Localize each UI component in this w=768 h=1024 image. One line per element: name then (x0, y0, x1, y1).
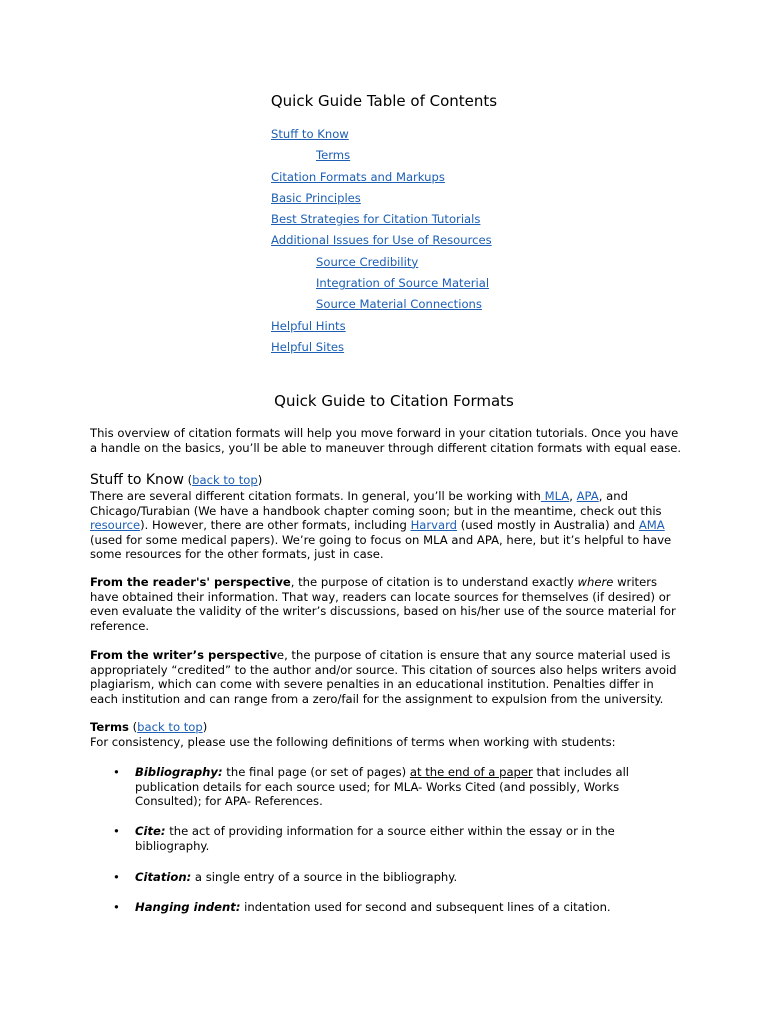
toc-item (271, 316, 492, 337)
writer-perspective-paragraph (90, 648, 685, 706)
toc-link-source-credibility[interactable]: Source Credibility (316, 254, 419, 269)
toc-item (271, 167, 492, 188)
term: Cite: (135, 824, 166, 838)
writer-text (90, 648, 685, 706)
toc-link-best-strategies[interactable]: Best Strategies for Citation Tutorials (271, 212, 481, 227)
stuff-paragraph (90, 489, 685, 562)
toc-link-additional-issues[interactable]: Additional Issues for Use of Resources (271, 233, 492, 248)
toc-link-integration[interactable]: Integration of Source Material (316, 276, 490, 291)
italic-word: where (577, 575, 614, 589)
back-to-top-link[interactable]: back to top (192, 473, 258, 487)
toc-item (271, 273, 492, 294)
paren-open: ( (183, 473, 193, 487)
text: , the purpose of citation is ensure that any source material used is appropriately “credited” to the author and/or source. This citation of sources also helps writers avoid plagiarism, which can come with severe penalties in an educational institution. Penalties differ in each institution and can range from a zero/fail for the assignment to expulsion from the university. (90, 648, 677, 706)
toc-title: Quick Guide Table of Contents (270, 92, 498, 110)
toc-link-helpful-hints[interactable]: Helpful Hints (271, 318, 346, 333)
list-item (113, 765, 645, 809)
stuff-to-know-section (90, 472, 685, 562)
bullet-icon: • (113, 824, 120, 838)
toc-link-connections[interactable]: Source Material Connections (316, 297, 482, 312)
bold-lead: From the reader's' perspective (90, 575, 291, 589)
toc-item (271, 252, 492, 273)
paren-close: ) (202, 720, 208, 734)
main-title: Quick Guide to Citation Formats (274, 392, 514, 410)
stuff-heading-line (90, 472, 685, 489)
underlined-text: at the end of a paper (409, 765, 533, 779)
terms-intro: For consistency, please use the following definitions of terms when working with students: (90, 734, 616, 749)
toc-item (271, 294, 492, 315)
toc-item (271, 337, 492, 358)
definition: a single entry of a source in the bibliography. (191, 870, 458, 884)
toc-item (271, 230, 492, 251)
mla-link[interactable]: MLA (540, 489, 570, 503)
terms-heading-line (90, 720, 685, 735)
toc-item (271, 188, 492, 209)
definition: the final page (or set of pages) (222, 765, 410, 779)
toc-link-helpful-sites[interactable]: Helpful Sites (271, 339, 345, 354)
term: Hanging indent: (135, 900, 241, 914)
toc-link-stuff-to-know[interactable]: Stuff to Know (271, 127, 349, 141)
intro-text: This overview of citation formats will help you move forward in your citation tutorials. Once you have a handle on the basics, you’ll be able to maneuver through different citation formats with equal ease. (90, 426, 682, 455)
list-item (113, 900, 645, 915)
toc-link-terms[interactable]: Terms (316, 148, 351, 163)
definition: indentation used for second and subsequent lines of a citation. (240, 900, 611, 914)
text: There are several different citation formats. In general, you’ll be working with (90, 489, 541, 503)
paren-open: ( (128, 720, 138, 734)
definition: that includes all publication details for each source used; for MLA- Works Cited (and possibly, Works Consulted); for APA- References. (135, 765, 630, 809)
harvard-link[interactable]: Harvard (410, 518, 458, 533)
text: (used for some medical papers). We’re going to focus on MLA and APA, here, but it’s helpful to have some resources for the other formats, just in case. (90, 532, 672, 562)
paren-close: ) (257, 473, 263, 487)
reader-perspective-paragraph (90, 575, 685, 633)
definition: the act of providing information for a source either within the essay or in the bibliography. (135, 824, 615, 853)
text: e (276, 648, 285, 662)
toc-item (271, 124, 492, 145)
toc-list (271, 124, 492, 358)
text: , and Chicago/Turabian (We have a handbook chapter coming soon; but in the meantime, check out this (90, 489, 662, 518)
apa-link[interactable]: APA (576, 489, 599, 503)
resource-link[interactable]: resource (90, 518, 141, 533)
text: , (569, 489, 577, 503)
toc-item (271, 145, 492, 166)
back-to-top-link[interactable]: back to top (137, 720, 203, 734)
bullet-icon: • (113, 900, 120, 914)
list-item (113, 824, 645, 853)
section-heading: Terms (90, 720, 129, 734)
section-heading: Stuff to Know (90, 472, 184, 488)
reader-text (90, 575, 685, 633)
ama-link[interactable]: AMA (638, 518, 665, 533)
bold-lead: From the writer’s perspectiv (90, 648, 277, 662)
term: Citation: (135, 870, 192, 884)
toc-link-citation-formats[interactable]: Citation Formats and Markups (271, 169, 445, 184)
intro-paragraph (90, 426, 685, 455)
bullet-icon: • (113, 870, 120, 884)
toc-item (271, 209, 492, 230)
text: writers have obtained their information. That way, readers can locate sources for themselves (if desired) or even evaluate the validity of the writer’s discussions, based on his/her use of the source material for reference. (90, 575, 676, 633)
list-item (113, 870, 645, 885)
text: ). However, there are other formats, including (140, 518, 411, 533)
toc-link-basic-principles[interactable]: Basic Principles (271, 190, 361, 205)
text: , the purpose of citation is to understand exactly (290, 575, 578, 589)
terms-section (90, 720, 685, 749)
bullet-icon: • (113, 765, 120, 779)
text: (used mostly in Australia) and (457, 518, 639, 533)
term: Bibliography: (135, 765, 223, 779)
